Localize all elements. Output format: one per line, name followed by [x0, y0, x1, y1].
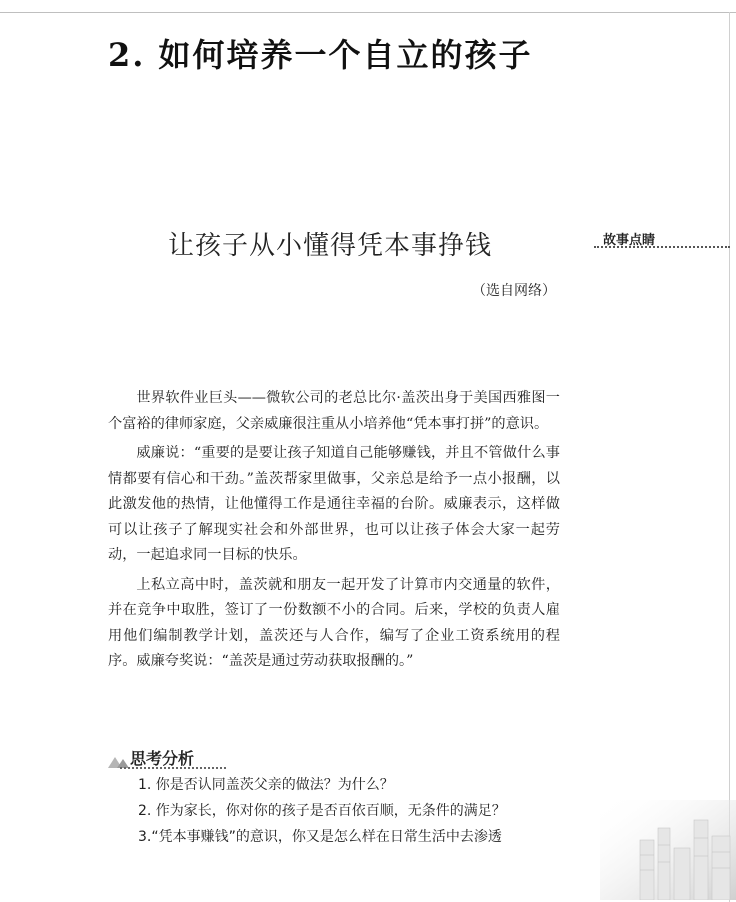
story-source: （选自网络） — [472, 283, 556, 299]
side-label: 故事点睛 — [603, 233, 656, 248]
story-paragraph: 世界软件业巨头——微软公司的老总比尔·盖茨出身于美国西雅图一个富裕的律师家庭，父亲威廉很注重从小培养他“凭本事打拼”的意识。 — [108, 390, 560, 432]
chapter-title: 2. 如何培养一个自立的孩子 — [108, 36, 533, 74]
question-item: 3.“凭本事赚钱”的意识，你又是怎么样在日常生活中去渗透 — [138, 829, 502, 845]
triangle-icon — [108, 754, 130, 768]
story-title: 让孩子从小懂得凭本事挣钱 — [168, 231, 493, 261]
story-body — [108, 386, 560, 679]
story-paragraph: 上私立高中时，盖茨就和朋友一起开发了计算市内交通量的软件，并在竞争中取胜，签订了一份数额不小的合同。后来，学校的负责人雇用他们编制教学计划，盖茨还与人合作，编写了企业工资系统用的程序。威廉夸奖说：“盖茨是通过劳动获取报酬的。” — [108, 576, 560, 669]
analysis-title: 思考分析 — [130, 749, 195, 768]
question-item: 1. 你是否认同盖茨父亲的做法？为什么？ — [138, 777, 394, 793]
top-rule — [0, 12, 736, 13]
question-list — [138, 772, 578, 850]
city-skyline-decoration — [600, 800, 736, 900]
side-label-dotted-line — [594, 246, 730, 248]
question-item: 2. 作为家长，你对你的孩子是否百依百顺，无条件的满足？ — [138, 803, 506, 819]
right-margin-rule — [729, 12, 730, 902]
analysis-dotted-line — [120, 767, 226, 769]
story-paragraph: 威廉说：“重要的是要让孩子知道自己能够赚钱，并且不管做什么事情都要有信心和干劲。”盖茨帮家里做事，父亲总是给予一点小报酬，以此激发他的热情，让他懂得工作是通往幸福的台阶。威廉表示，这样做可以让孩子了解现实社会和外部世界，也可以让孩子体会大家一起劳动，一起追求同一目标的快乐。 — [108, 445, 560, 563]
